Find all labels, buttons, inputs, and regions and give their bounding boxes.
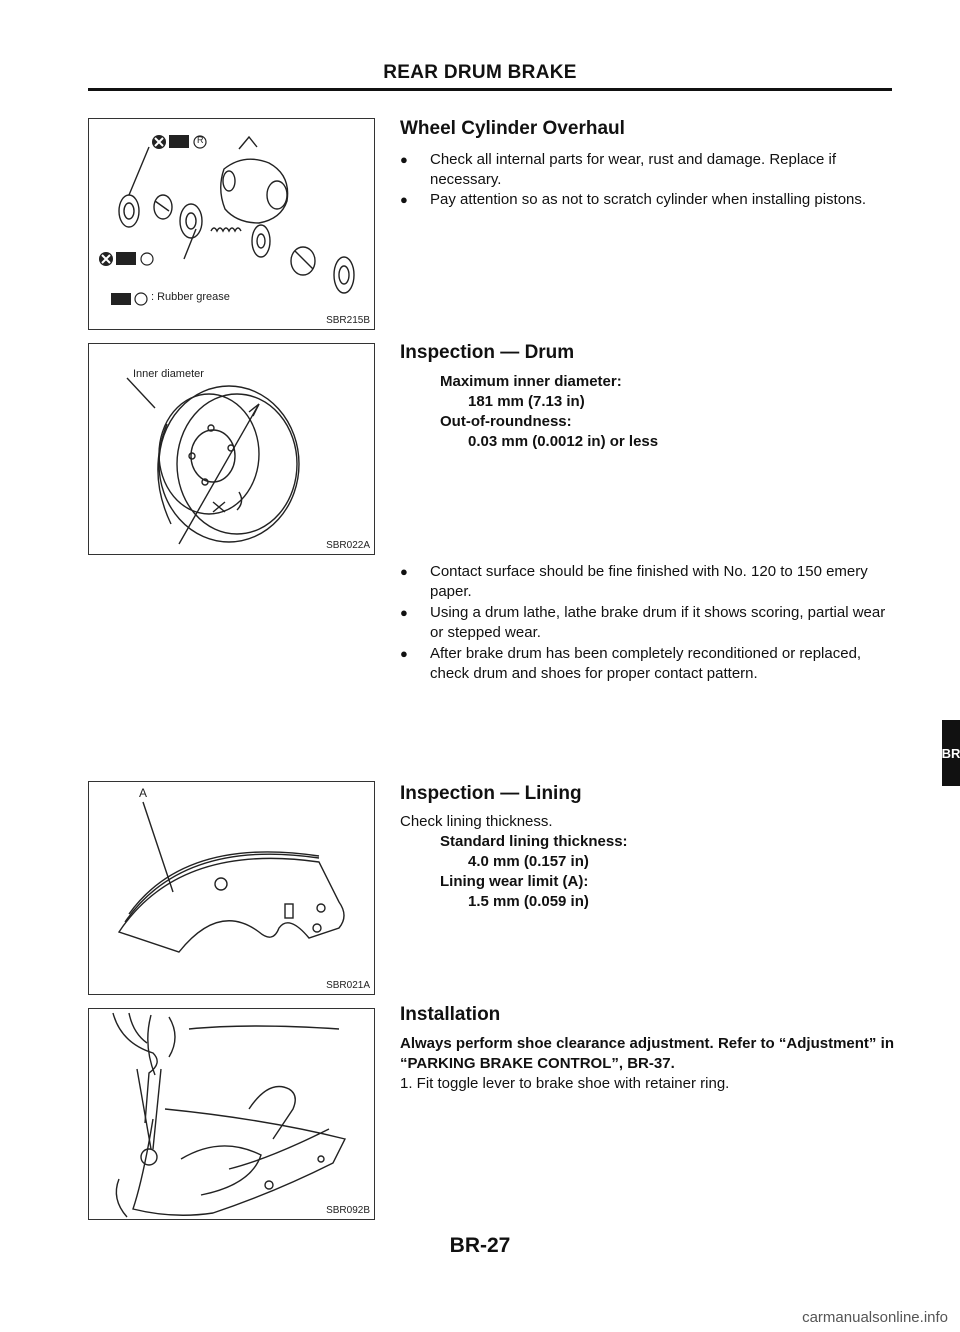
figure-code: SBR092B xyxy=(326,1205,370,1216)
bullet-icon: ● xyxy=(400,192,408,207)
installation-note: Always perform shoe clearance adjustment. Refer to “Adjustment” in “PARKING BRAKE CONTROL”, BR-37. xyxy=(400,1035,894,1072)
lining-illustration xyxy=(89,782,376,996)
lining-intro: Check lining thickness. xyxy=(400,813,553,830)
spec-value: 4.0 mm (0.157 in) xyxy=(468,853,589,870)
bullet-icon: ● xyxy=(400,564,408,579)
figure-installation xyxy=(88,1008,375,1220)
inner-diameter-label: Inner diameter xyxy=(133,368,204,380)
spec-value: 1.5 mm (0.059 in) xyxy=(468,893,589,910)
figure-lining xyxy=(88,781,375,995)
figure-code: SBR215B xyxy=(326,315,370,326)
bullet-icon: ● xyxy=(400,152,408,167)
section-tab: BR xyxy=(942,720,960,786)
spec-label: Out-of-roundness: xyxy=(440,413,572,430)
page-number: BR-27 xyxy=(449,1234,511,1257)
title-rule xyxy=(88,88,892,91)
spec-value: 0.03 mm (0.0012 in) or less xyxy=(468,433,659,450)
r-symbol-label: R xyxy=(197,135,204,145)
bullet-icon: ● xyxy=(400,605,408,620)
bullet-icon: ● xyxy=(400,646,408,661)
installation-step-1: 1. Fit toggle lever to brake shoe with retainer ring. xyxy=(400,1075,730,1092)
heading-wheel-cylinder-overhaul: Wheel Cylinder Overhaul xyxy=(400,118,625,139)
spec-value: 181 mm (7.13 in) xyxy=(468,393,585,410)
legend-rubber-grease: : Rubber grease xyxy=(151,291,230,303)
heading-installation: Installation xyxy=(400,1004,501,1025)
wheel-cylinder-illustration xyxy=(89,119,376,331)
heading-inspection-lining: Inspection — Lining xyxy=(400,783,582,804)
page-title: REAR DRUM BRAKE xyxy=(383,62,577,83)
heading-inspection-drum: Inspection — Drum xyxy=(400,342,575,363)
watermark: carmanualsonline.info xyxy=(802,1309,948,1326)
figure-code: SBR021A xyxy=(326,980,370,991)
installation-illustration xyxy=(89,1009,376,1221)
figure-wheel-cylinder xyxy=(88,118,375,330)
figure-code: SBR022A xyxy=(326,540,370,551)
spec-label: Maximum inner diameter: xyxy=(440,373,622,390)
spec-label: Lining wear limit (A): xyxy=(440,873,589,890)
figure-drum xyxy=(88,343,375,555)
spec-label: Standard lining thickness: xyxy=(440,833,628,850)
label-a: A xyxy=(139,786,148,800)
